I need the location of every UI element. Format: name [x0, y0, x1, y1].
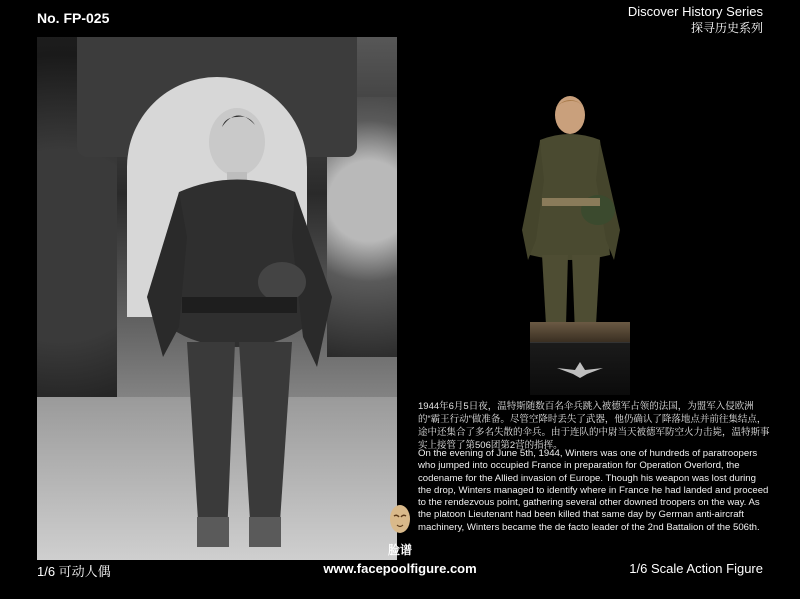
brand-name: 脸谱	[387, 543, 412, 557]
historical-photo	[37, 37, 397, 560]
product-number: No. FP-025	[37, 10, 110, 26]
series-title	[628, 4, 763, 36]
soldier-silhouette	[127, 97, 347, 557]
footer-scale-cn: 1/6 可动人偶	[37, 564, 111, 579]
footer-scale-en: 1/6 Scale Action Figure	[629, 561, 763, 576]
series-title-cn: 探寻历史系列	[690, 21, 763, 35]
description-english: On the evening of June 5th, 1944, Winters was one of hundreds of paratroopers who jumped into occupied France in preparation for Operation Overlord, the codename for the Allied invasion of Europe. Though his weapon was lost during the drop, Winters managed to identify where in France he had landed and proceed to the rendezvous point, gathering several other downed troopers on the way. As the platoon Lieutenant had been killed that same day by German anti-aircraft machinery, Winters became the de facto leader of the 2nd Battalion of the 506th.	[418, 448, 769, 533]
brand-logo	[383, 504, 417, 558]
paratrooper-wings-icon	[555, 360, 605, 380]
footer-website[interactable]: www.facepoolfigure.com	[323, 561, 477, 576]
pedestal-top	[530, 322, 630, 342]
series-title-en: Discover History Series	[627, 4, 763, 19]
face-mask-icon	[389, 504, 411, 534]
description-chinese: 1944年6月5日夜，温特斯随数百名伞兵跳入被德军占领的法国，为盟军入侵欧洲的“霸王行动”做准备。尽管空降时丢失了武器，他仍确认了降落地点并前往集结点，途中还集合了多名失散的伞兵。由于连队的中尉当天被德军防空火力击毙，温特斯事实上接管了第506团第2营的指挥。	[418, 401, 770, 451]
